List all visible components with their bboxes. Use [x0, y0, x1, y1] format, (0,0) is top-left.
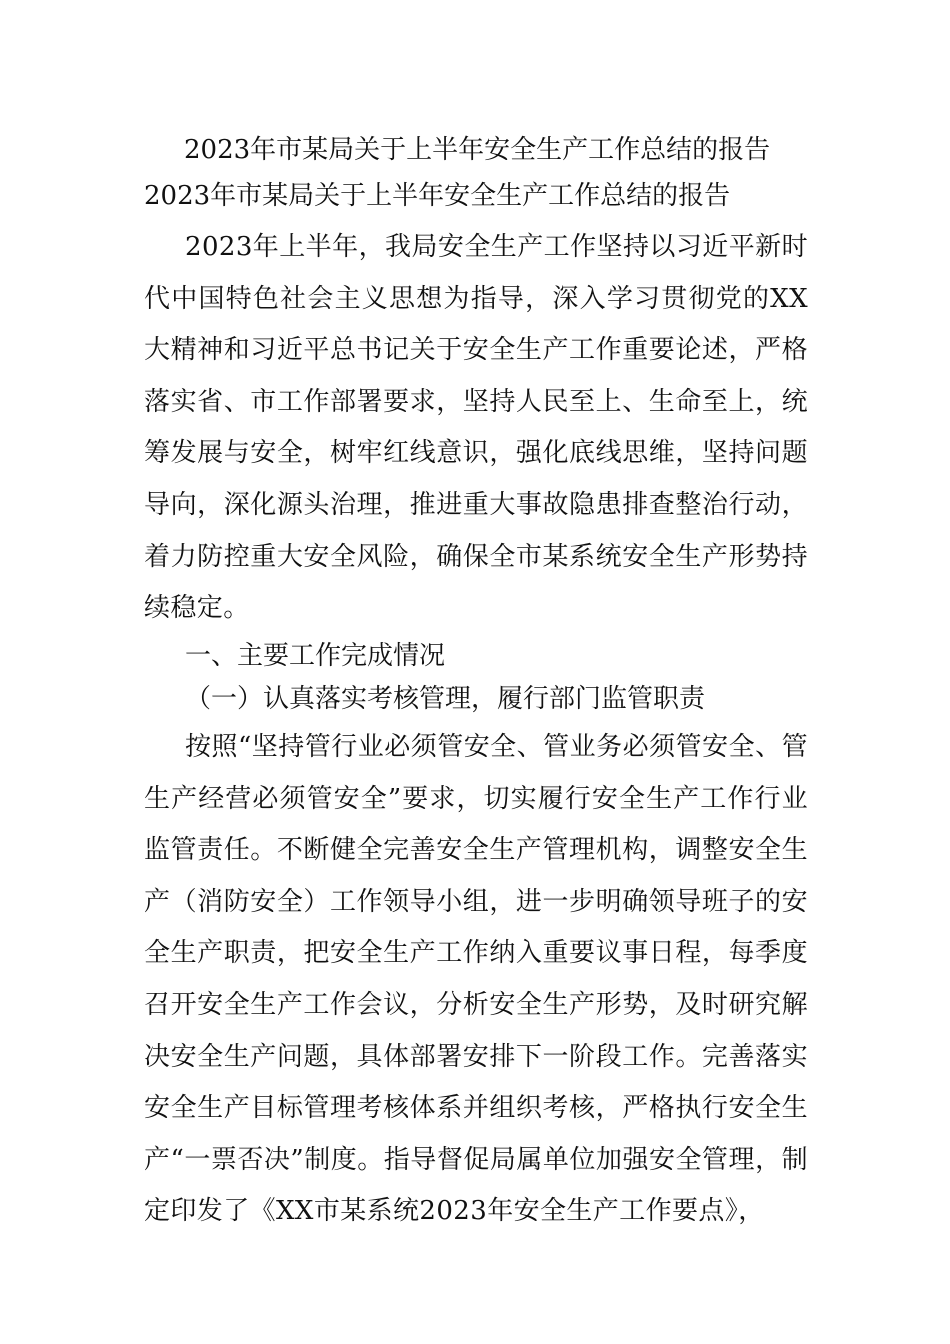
document-body: [144, 128, 808, 1238]
subsection-heading: （一）认真落实考核管理，履行部门监管职责: [185, 684, 706, 715]
subsection-paragraph: 按照“坚持管行业必须管安全、管业务必须管安全、管生产经营必须管安全”要求，切实履行安全生产工作行业监管责任。不断健全完善安全生产管理机构，调整安全生产（消防安全）工作领导小组，进一步明确领导班子的安全生产职责，把安全生产工作纳入重要议事日程，每季度召开安全生产工作会议，分析安全生产形势，及时研究解决安全生产问题，具体部署安排下一阶段工作。完善落实安全生产目标管理考核体系并组织考核，严格执行安全生产“一票否决”制度。指导督促局属单位加强安全管理，制定印发了《XX市某系统2023年安全生产工作要点》，: [144, 731, 808, 1227]
section-heading: 一、主要工作完成情况: [185, 640, 446, 671]
intro-paragraph: 2023年上半年，我局安全生产工作坚持以习近平新时代中国特色社会主义思想为指导，深入学习贯彻党的XX大精神和习近平总书记关于安全生产工作重要论述，严格落实省、市工作部署要求，坚持人民至上、生命至上，统筹发展与安全，树牢红线意识，强化底线思维，坚持问题导向，深化源头治理，推进重大事故隐患排查整治行动，着力防控重大安全风险，确保全市某系统安全生产形势持续稳定。: [144, 232, 808, 624]
document-title: 2023年市某局关于上半年安全生产工作总结的报告: [184, 135, 771, 165]
document-subtitle: 2023年市某局关于上半年安全生产工作总结的报告: [144, 181, 731, 211]
